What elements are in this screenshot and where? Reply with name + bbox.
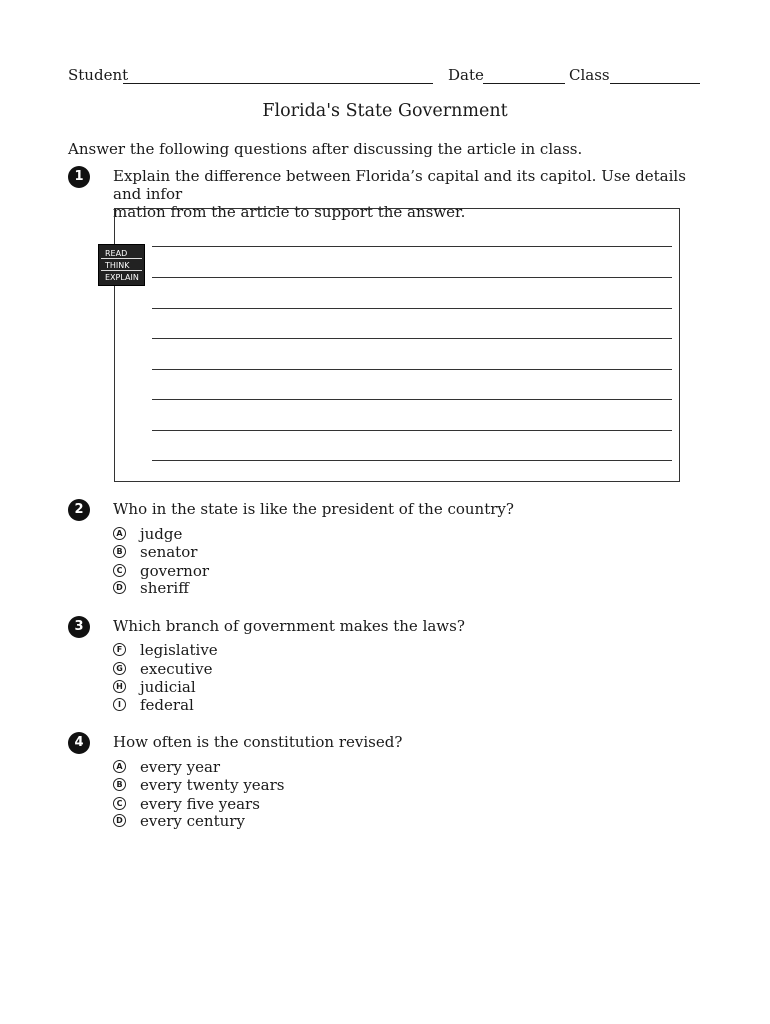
option-text: every five years	[140, 795, 260, 813]
answer-bubble[interactable]: B	[113, 545, 126, 558]
option-text: governor	[140, 562, 210, 580]
question-number-2: 2	[68, 499, 90, 521]
writing-line[interactable]	[152, 399, 672, 400]
option-text: executive	[140, 660, 213, 678]
page-title: Florida's State Government	[262, 101, 508, 121]
answer-bubble[interactable]: F	[113, 643, 126, 656]
answer-bubble[interactable]: G	[113, 662, 126, 675]
date-label: Date	[448, 66, 484, 84]
instructions: Answer the following questions after discussing the article in class.	[68, 140, 583, 158]
option-text: judge	[140, 525, 183, 543]
answer-bubble[interactable]: H	[113, 680, 126, 693]
writing-line[interactable]	[152, 369, 672, 370]
writing-line[interactable]	[152, 460, 672, 461]
question-2-text: Who in the state is like the president of the country?	[113, 500, 514, 518]
badge-read: READ	[101, 248, 142, 259]
writing-line[interactable]	[152, 430, 672, 431]
option-text: every century	[140, 812, 245, 830]
answer-bubble[interactable]: D	[113, 814, 126, 827]
badge-think: THINK	[101, 260, 142, 271]
class-field[interactable]	[610, 83, 700, 84]
answer-bubble[interactable]: I	[113, 698, 126, 711]
question-number-4: 4	[68, 732, 90, 754]
answer-bubble[interactable]: B	[113, 778, 126, 791]
writing-line[interactable]	[152, 308, 672, 309]
question-1-line-1: Explain the difference between Florida’s capital and its capitol. Use details and infor	[113, 167, 686, 203]
class-label: Class	[569, 66, 610, 84]
writing-line[interactable]	[152, 277, 672, 278]
answer-bubble[interactable]: D	[113, 581, 126, 594]
option-text: senator	[140, 543, 198, 561]
date-field[interactable]	[483, 83, 565, 84]
question-number-3: 3	[68, 616, 90, 638]
badge-explain: EXPLAIN	[105, 273, 139, 282]
question-1-line-2: mation from the article to support the answer.	[113, 203, 466, 221]
writing-line[interactable]	[152, 246, 672, 247]
answer-bubble[interactable]: C	[113, 797, 126, 810]
writing-line[interactable]	[152, 338, 672, 339]
answer-box[interactable]	[114, 208, 680, 482]
option-text: legislative	[140, 641, 218, 659]
question-4-text: How often is the constitution revised?	[113, 733, 403, 751]
option-text: every year	[140, 758, 221, 776]
student-label: Student	[68, 66, 129, 84]
read-think-explain-badge	[98, 244, 145, 286]
answer-bubble[interactable]: A	[113, 760, 126, 773]
option-text: every twenty years	[140, 776, 285, 794]
option-text: judicial	[140, 678, 196, 696]
answer-bubble[interactable]: C	[113, 564, 126, 577]
question-number-1: 1	[68, 166, 90, 188]
option-text: federal	[140, 696, 194, 714]
answer-bubble[interactable]: A	[113, 527, 126, 540]
header-row	[68, 66, 700, 88]
option-text: sheriff	[140, 579, 189, 597]
question-3-text: Which branch of government makes the laws?	[113, 617, 465, 635]
student-name-field[interactable]	[123, 83, 433, 84]
